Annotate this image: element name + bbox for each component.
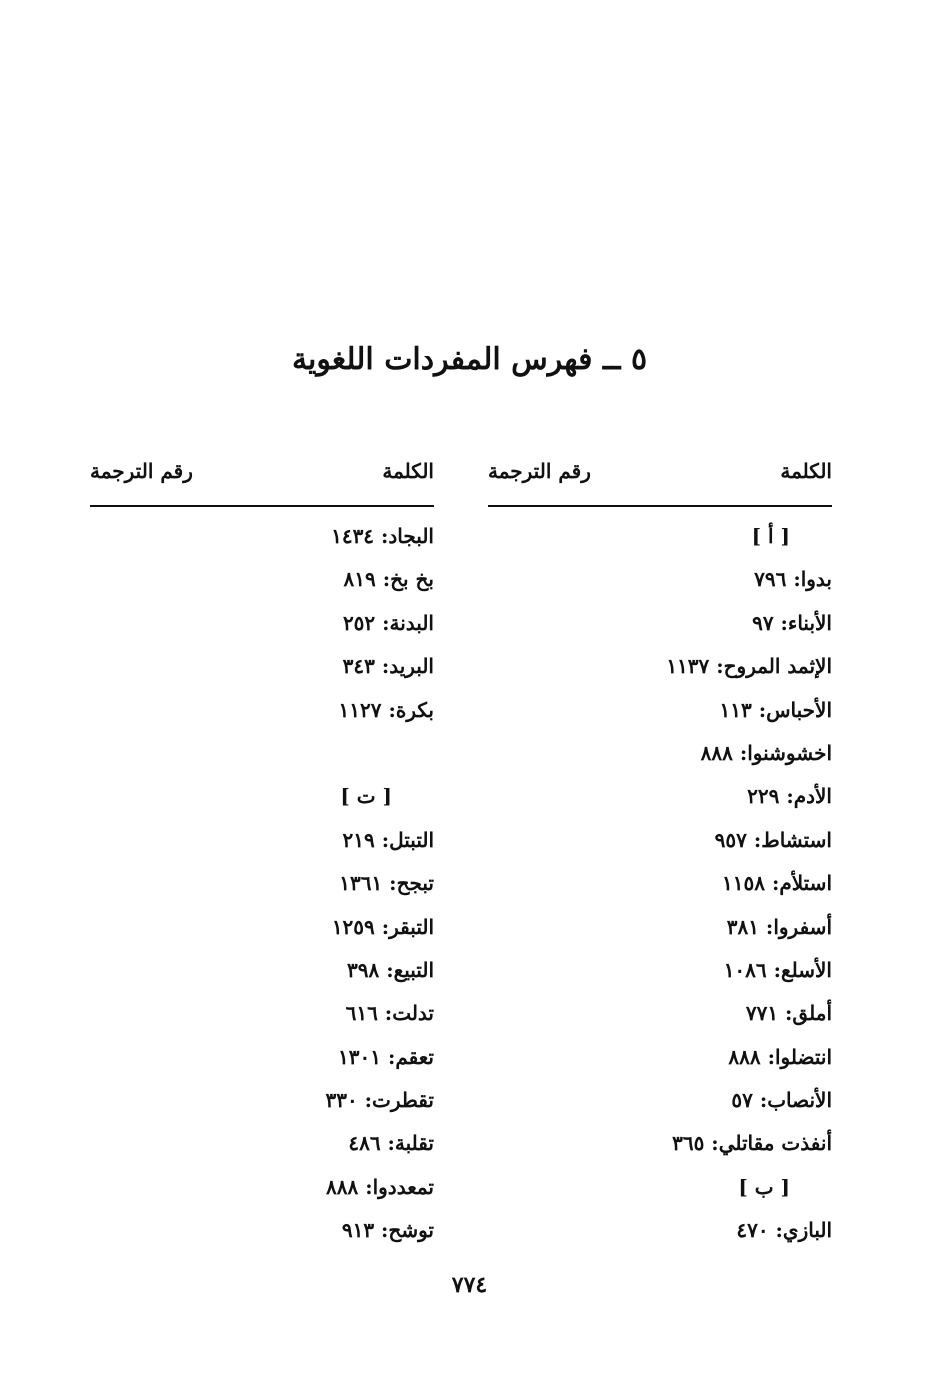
index-entry: تقطرت: ٣٣٠	[325, 1088, 434, 1113]
index-entry: أسفروا: ٣٨١	[726, 914, 832, 939]
index-entry: البريد: ٣٤٣	[342, 654, 434, 679]
header-number: رقم الترجمة	[90, 459, 193, 483]
header-word: الكلمة	[382, 459, 434, 483]
entry-list	[488, 515, 832, 1253]
blank-line	[90, 732, 434, 775]
index-entry: انتضلوا: ٨٨٨	[728, 1044, 832, 1069]
index-entry: أنفذت مقاتلي: ٣٦٥	[672, 1131, 832, 1156]
index-entry: تمعددوا: ٨٨٨	[326, 1174, 434, 1199]
index-entry: بدوا: ٧٩٦	[754, 567, 832, 592]
header-number: رقم الترجمة	[488, 459, 591, 483]
index-entry: الأحباس: ١١٣	[719, 697, 832, 722]
page-number: ٧٧٤	[451, 1272, 488, 1298]
index-entry: الأدم: ٢٢٩	[747, 784, 832, 809]
index-column-right	[488, 455, 832, 1243]
header-rule	[90, 505, 434, 507]
index-entry: استلأم: ١١٥٨	[722, 871, 832, 896]
section-letter-ta: [ ت ]	[340, 784, 392, 809]
index-entry: البدنة: ٢٥٢	[342, 610, 434, 635]
index-column-left	[90, 455, 434, 1243]
index-entry: التبيع: ٣٩٨	[347, 957, 434, 982]
index-entry: أملق: ٧٧١	[745, 1001, 832, 1026]
page-title: ٥ ــ فهرس المفردات اللغوية	[291, 342, 648, 377]
index-entry: تقلبة: ٤٨٦	[348, 1131, 434, 1156]
index-entry: البازي: ٤٧٠	[736, 1218, 832, 1243]
index-entry: الإثمد المروح: ١١٣٧	[666, 654, 832, 679]
index-entry: تبجح: ١٣٦١	[339, 871, 434, 896]
index-entry: الأنصاب: ٥٧	[731, 1088, 832, 1113]
section-letter-ba: [ ب ]	[738, 1174, 790, 1199]
index-entry: الأسلع: ١٠٨٦	[723, 957, 832, 982]
index-entry: اخشوشنوا: ٨٨٨	[700, 740, 832, 765]
header-rule	[488, 505, 832, 507]
index-entry: بكرة: ١١٢٧	[338, 697, 434, 722]
index-entry: تدلت: ٦١٦	[345, 1001, 434, 1026]
section-letter-alif: [ أ ]	[751, 524, 790, 548]
index-entry: الأبناء: ٩٧	[752, 610, 832, 635]
index-entry: استشاط: ٩٥٧	[714, 827, 832, 852]
index-entry: توشح: ٩١٣	[341, 1218, 434, 1243]
index-entry: تعقم: ١٣٠١	[338, 1044, 434, 1069]
index-entry: التبقر: ١٢٥٩	[331, 914, 434, 939]
column-header	[488, 455, 832, 489]
header-word: الكلمة	[780, 459, 832, 483]
index-entry: التبتل: ٢١٩	[342, 827, 434, 852]
index-entry: بخ بخ: ٨١٩	[343, 567, 434, 592]
column-header	[90, 455, 434, 489]
entry-list	[90, 515, 434, 1253]
index-entry: البجاد: ١٤٣٤	[331, 524, 434, 548]
